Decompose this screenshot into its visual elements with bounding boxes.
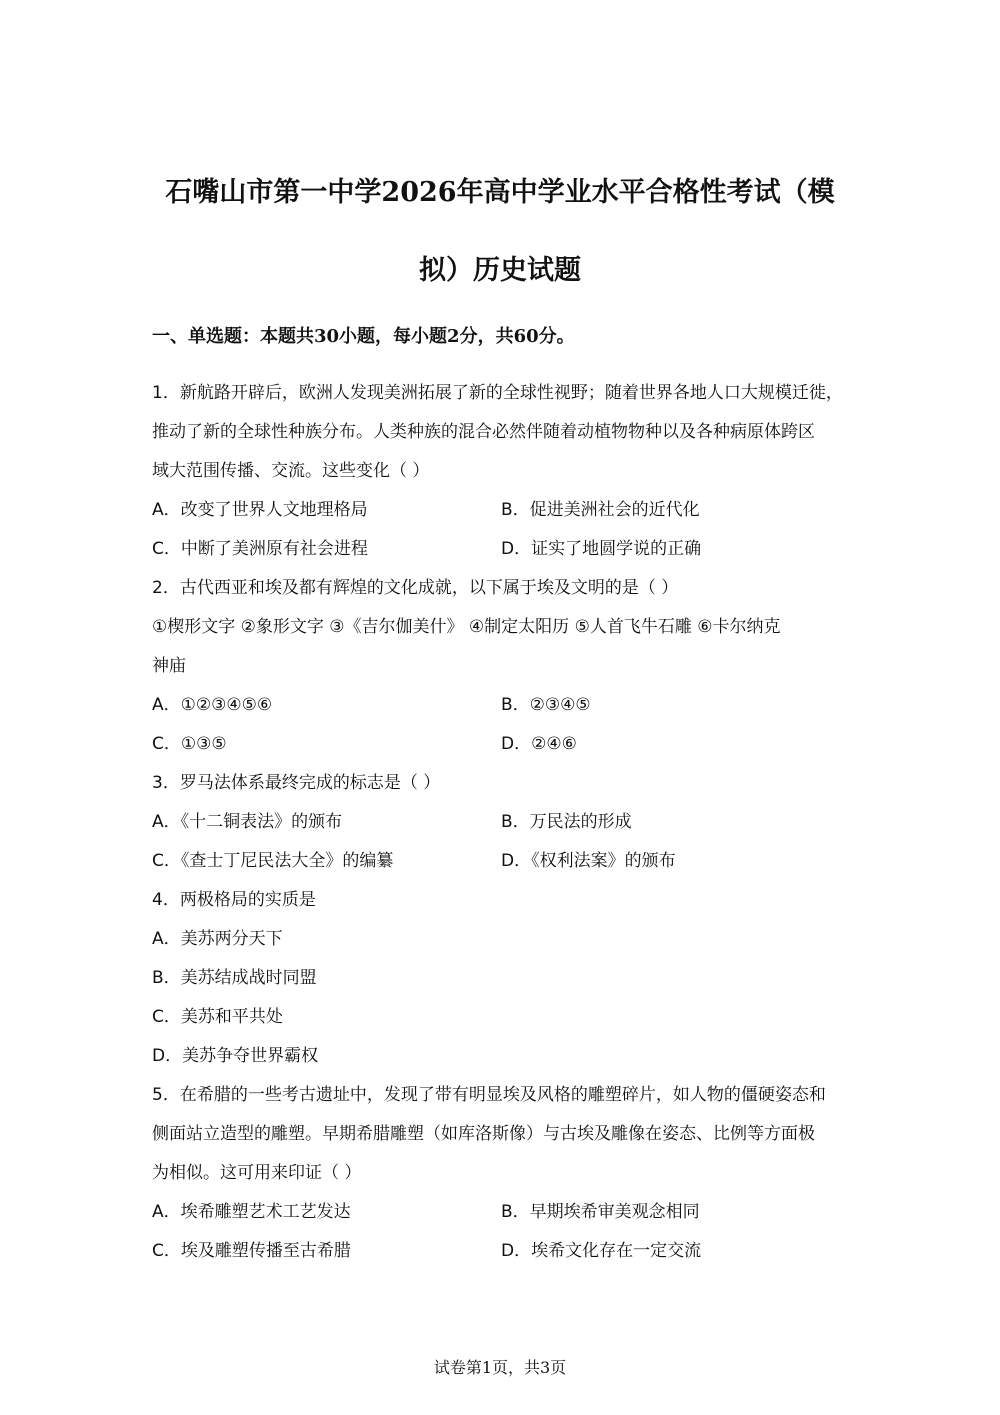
question-3-option-b: B．万民法的形成 xyxy=(501,812,632,832)
question-2-option-a: A．①②③④⑤⑥ xyxy=(152,695,273,715)
question-5-option-d: D．埃希文化存在一定交流 xyxy=(501,1241,702,1261)
question-4-option-c: C．美苏和平共处 xyxy=(152,1007,283,1027)
question-1-option-c: C．中断了美洲原有社会进程 xyxy=(152,539,368,559)
exam-title-line2: 拟）历史试题 xyxy=(419,255,581,286)
question-2-line-1: 2．古代西亚和埃及都有辉煌的文化成就，以下属于埃及文明的是（ ） xyxy=(152,578,679,598)
question-2-option-d: D．②④⑥ xyxy=(501,734,577,754)
question-1-line-3: 域大范围传播、交流。这些变化（ ） xyxy=(152,461,430,481)
question-5-line-1: 5．在希腊的一些考古遗址中，发现了带有明显埃及风格的雕塑碎片，如人物的僵硬姿态和 xyxy=(152,1085,826,1105)
question-5-option-a: A．埃希雕塑艺术工艺发达 xyxy=(152,1202,351,1222)
question-4-line-1: 4．两极格局的实质是 xyxy=(152,890,316,910)
question-2-line-2: ①楔形文字 ②象形文字 ③《吉尔伽美什》 ④制定太阳历 ⑤人首飞牛石雕 ⑥卡尔纳克 xyxy=(152,617,781,637)
question-1-line-1: 1．新航路开辟后，欧洲人发现美洲拓展了新的全球性视野；随着世界各地人口大规模迁徙， xyxy=(152,383,843,403)
question-2-line-3: 神庙 xyxy=(152,656,186,676)
question-4-option-a: A．美苏两分天下 xyxy=(152,929,283,949)
exam-title-line1: 石嘴山市第一中学2026年高中学业水平合格性考试（模 xyxy=(165,177,835,208)
question-5-line-2: 侧面站立造型的雕塑。早期希腊雕塑（如库洛斯像）与古埃及雕像在姿态、比例等方面极 xyxy=(152,1124,815,1144)
question-5-line-3: 为相似。这可用来印证（ ） xyxy=(152,1163,362,1183)
question-3-line-1: 3．罗马法体系最终完成的标志是（ ） xyxy=(152,773,441,793)
question-1-line-2: 推动了新的全球性种族分布。人类种族的混合必然伴随着动植物物种以及各种病原体跨区 xyxy=(152,422,815,442)
question-1-option-a: A．改变了世界人文地理格局 xyxy=(152,500,368,520)
question-5-option-c: C．埃及雕塑传播至古希腊 xyxy=(152,1241,351,1261)
question-4-option-d: D．美苏争夺世界霸权 xyxy=(152,1046,319,1066)
question-2-option-b: B．②③④⑤ xyxy=(501,695,591,715)
page-footer: 试卷第1页，共3页 xyxy=(433,1358,567,1377)
question-4-option-b: B．美苏结成战时同盟 xyxy=(152,968,317,988)
question-3-option-d: D．《权利法案》的颁布 xyxy=(501,851,676,871)
question-3-option-c: C．《查士丁尼民法大全》的编纂 xyxy=(152,851,394,871)
question-1-option-b: B．促进美洲社会的近代化 xyxy=(501,500,700,520)
question-1-option-d: D．证实了地圆学说的正确 xyxy=(501,539,702,559)
question-3-option-a: A．《十二铜表法》的颁布 xyxy=(152,812,343,832)
section-heading: 一、单选题：本题共30小题，每小题2分，共60分。 xyxy=(152,326,575,347)
question-5-option-b: B．早期埃希审美观念相同 xyxy=(501,1202,700,1222)
question-2-option-c: C．①③⑤ xyxy=(152,734,227,754)
